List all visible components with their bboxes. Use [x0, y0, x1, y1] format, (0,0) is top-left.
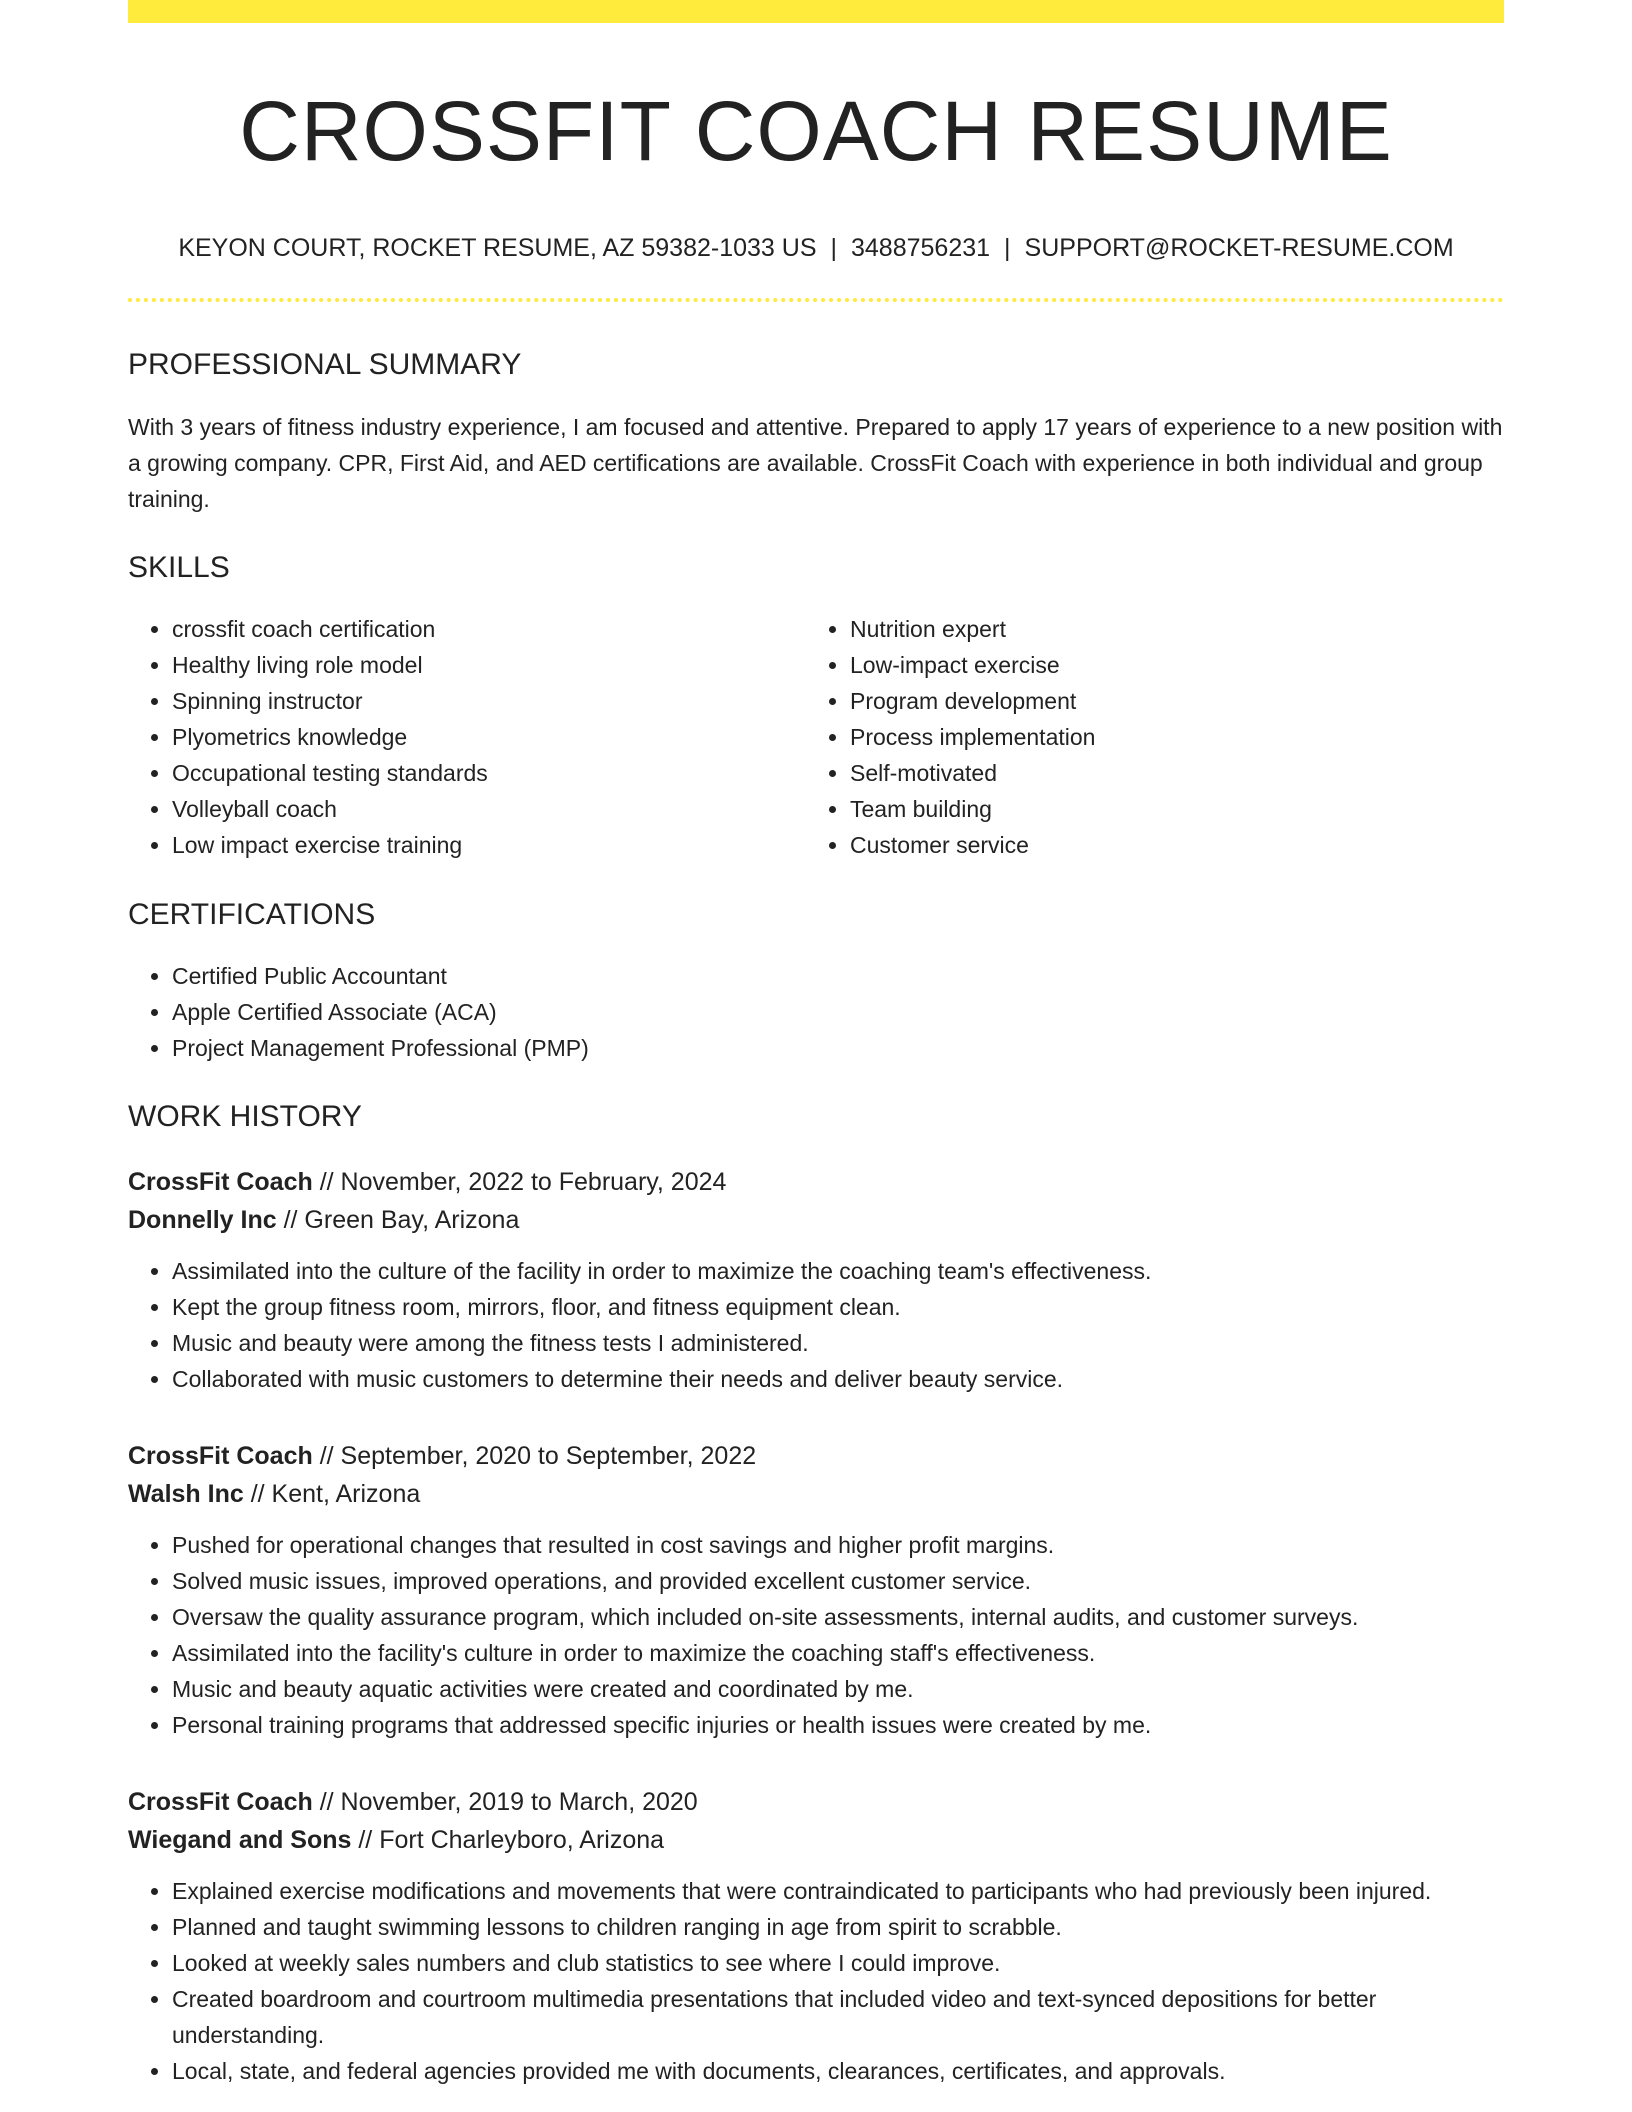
job-company-line — [128, 1201, 1504, 1239]
job-bullet: • Music and beauty aquatic activities were created and coordinated by me. — [172, 1671, 1504, 1707]
skill-item: • Self-motivated — [850, 755, 1484, 791]
skill-item: • Plyometrics knowledge — [172, 719, 806, 755]
certification-item: • Project Management Professional (PMP) — [172, 1030, 1504, 1066]
certification-item: • Certified Public Accountant — [172, 958, 1504, 994]
contact-phone: 3488756231 — [851, 234, 991, 263]
job-entry — [128, 1783, 1504, 2089]
job-bullet: • Oversaw the quality assurance program, which included on-site assessments, internal audits, and customer surveys. — [172, 1599, 1504, 1635]
job-bullets — [128, 1527, 1504, 1743]
job-role: CrossFit Coach — [128, 1168, 313, 1197]
skill-item: • Volleyball coach — [172, 791, 806, 827]
contact-line — [128, 233, 1504, 263]
job-role-line — [128, 1783, 1504, 1821]
summary-heading: PROFESSIONAL SUMMARY — [128, 348, 522, 382]
skill-item: • Process implementation — [850, 719, 1484, 755]
skill-item: • Program development — [850, 683, 1484, 719]
accent-bar — [128, 0, 1504, 23]
job-bullet: • Looked at weekly sales numbers and club statistics to see where I could improve. — [172, 1945, 1504, 1981]
job-bullet: • Created boardroom and courtroom multimedia presentations that included video and text-synced depositions for better understanding. — [172, 1981, 1504, 2053]
job-bullet: • Assimilated into the facility's culture in order to maximize the coaching staff's effectiveness. — [172, 1635, 1504, 1671]
contact-separator: | — [1004, 234, 1011, 263]
dotted-divider — [128, 298, 1504, 302]
job-bullets — [128, 1873, 1504, 2089]
skills-heading: SKILLS — [128, 551, 230, 585]
resume-title: CROSSFIT COACH RESUME — [239, 84, 1393, 178]
job-company: Wiegand and Sons — [128, 1826, 352, 1855]
job-company-line — [128, 1821, 1504, 1859]
summary-text: With 3 years of fitness industry experience, I am focused and attentive. Prepared to apply 17 years of experience to a new position with a growing company. CPR, First Aid, and AED certifications are available. CrossFit Coach with experience in both individual and group training. — [128, 414, 1503, 513]
skill-item: • Occupational testing standards — [172, 755, 806, 791]
job-bullet: • Solved music issues, improved operations, and provided excellent customer service. — [172, 1563, 1504, 1599]
contact-separator: | — [830, 234, 837, 263]
skill-item: • crossfit coach certification — [172, 611, 806, 647]
certification-item: • Apple Certified Associate (ACA) — [172, 994, 1504, 1030]
job-entry — [128, 1437, 1504, 1743]
job-bullet: • Pushed for operational changes that resulted in cost savings and higher profit margins. — [172, 1527, 1504, 1563]
job-location: // Fort Charleyboro, Arizona — [351, 1826, 665, 1855]
skills-columns — [128, 611, 1504, 863]
job-bullet: • Assimilated into the culture of the facility in order to maximize the coaching team's effectiveness. — [172, 1253, 1504, 1289]
skill-item: • Customer service — [850, 827, 1484, 863]
job-location: // Green Bay, Arizona — [276, 1206, 520, 1235]
job-dates: // November, 2022 to February, 2024 — [312, 1168, 727, 1197]
skill-item: • Nutrition expert — [850, 611, 1484, 647]
job-bullet: • Local, state, and federal agencies provided me with documents, clearances, certificates, and approvals. — [172, 2053, 1504, 2089]
job-role: CrossFit Coach — [128, 1788, 313, 1817]
job-bullet: • Music and beauty were among the fitness tests I administered. — [172, 1325, 1504, 1361]
job-bullet: • Personal training programs that addressed specific injuries or health issues were created by me. — [172, 1707, 1504, 1743]
skill-item: • Low impact exercise training — [172, 827, 806, 863]
skills-left-list — [128, 611, 806, 863]
skills-right-list — [806, 611, 1484, 863]
job-role: CrossFit Coach — [128, 1442, 313, 1471]
job-dates: // November, 2019 to March, 2020 — [312, 1788, 698, 1817]
job-company: Donnelly Inc — [128, 1206, 277, 1235]
certifications-heading: CERTIFICATIONS — [128, 898, 376, 932]
job-bullet: • Explained exercise modifications and movements that were contraindicated to participants who had previously been injured. — [172, 1873, 1504, 1909]
skill-item: • Healthy living role model — [172, 647, 806, 683]
job-dates: // September, 2020 to September, 2022 — [312, 1442, 757, 1471]
contact-address: KEYON COURT, ROCKET RESUME, AZ 59382-1033 US — [178, 234, 817, 263]
job-company-line — [128, 1475, 1504, 1513]
contact-email: SUPPORT@ROCKET-RESUME.COM — [1024, 234, 1454, 263]
job-role-line — [128, 1437, 1504, 1475]
job-location: // Kent, Arizona — [243, 1480, 421, 1509]
job-bullet: • Collaborated with music customers to determine their needs and deliver beauty service. — [172, 1361, 1504, 1397]
job-bullets — [128, 1253, 1504, 1397]
job-bullet: • Planned and taught swimming lessons to children ranging in age from spirit to scrabble. — [172, 1909, 1504, 1945]
job-role-line — [128, 1163, 1504, 1201]
work-history-heading: WORK HISTORY — [128, 1100, 362, 1134]
skill-item: • Low-impact exercise — [850, 647, 1484, 683]
skill-item: • Spinning instructor — [172, 683, 806, 719]
certifications-list — [128, 958, 1504, 1066]
job-bullet: • Kept the group fitness room, mirrors, floor, and fitness equipment clean. — [172, 1289, 1504, 1325]
job-company: Walsh Inc — [128, 1480, 244, 1509]
skill-item: • Team building — [850, 791, 1484, 827]
job-entry — [128, 1163, 1504, 1397]
resume-page — [128, 0, 1504, 2089]
